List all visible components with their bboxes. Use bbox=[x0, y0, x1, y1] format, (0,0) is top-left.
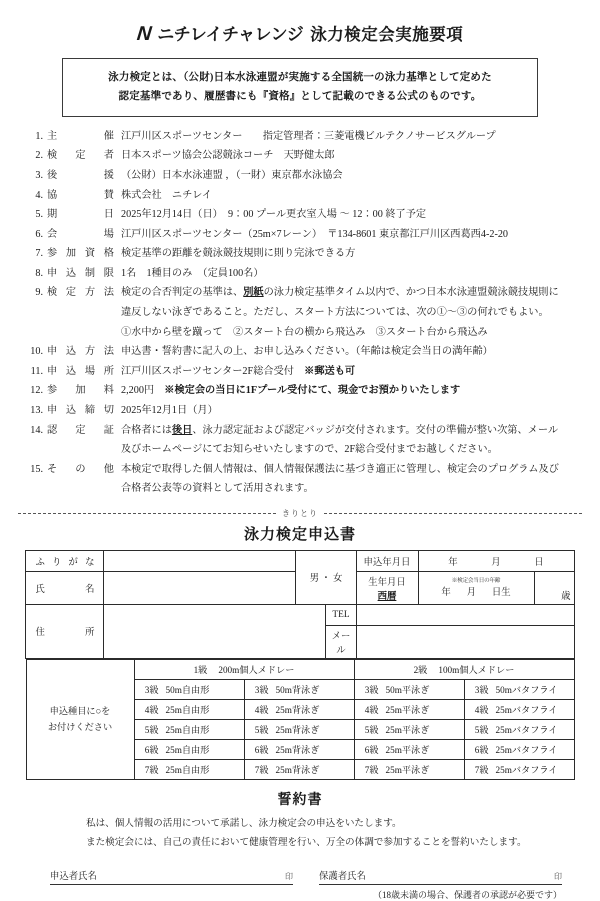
item-text: （公財）日本水泳連盟 ，（一財）東京都水泳協会 bbox=[121, 170, 343, 181]
brand-logo bbox=[137, 20, 463, 46]
intro-line-1: 泳力検定とは、（公財)日本水泳連盟が実施する全国統一の泳力基準として定めた bbox=[108, 72, 492, 83]
birth-date-input[interactable] bbox=[418, 571, 534, 604]
item-text: 日本スポーツ協会公認競泳コーチ 天野健太郎 bbox=[121, 150, 335, 162]
item11-line bbox=[121, 362, 586, 382]
item-body bbox=[121, 205, 586, 225]
applicant-signature-block bbox=[50, 868, 293, 901]
guardian-signature-block bbox=[319, 868, 562, 901]
item-text: 江戸川区スポーツセンター 指定管理者：三菱電機ビルテクノサービスグループ bbox=[121, 130, 496, 142]
medley-1-grade: 1級 bbox=[193, 665, 208, 676]
event-grade: 6級 bbox=[144, 745, 159, 756]
item-label: 認定証 bbox=[47, 424, 114, 436]
event-name: 25m自由形 bbox=[165, 705, 210, 716]
guardian-note: （18歳未満の場合、保護者の承認が必要です） bbox=[372, 890, 562, 901]
item-text: 2025年12月1日（月） bbox=[121, 404, 218, 416]
event-name: 50m背泳ぎ bbox=[275, 685, 320, 696]
medley-2-name: 100m個人メドレー bbox=[438, 665, 515, 676]
birth-date-label bbox=[356, 571, 418, 604]
birth-year-unit: 年 bbox=[441, 587, 451, 598]
oath-body bbox=[0, 815, 600, 852]
event-cell[interactable] bbox=[354, 759, 464, 779]
item12-fee: 2,200円 bbox=[121, 385, 165, 397]
cut-line-dash-right bbox=[324, 513, 582, 514]
brand-name: ニチレイチャレンジ bbox=[157, 25, 304, 44]
list-item bbox=[24, 146, 586, 166]
event-grade: 3級 bbox=[144, 685, 159, 696]
event-name: 25mバタフライ bbox=[495, 765, 558, 776]
item9-line-3: ①水中から壁を蹴って ②スタート台の横から飛込み ③スタート台から飛込み bbox=[121, 326, 488, 338]
item9-text-b: の泳力検定基準タイム以内で、かつ日本水泳連盟競泳競技規則に bbox=[263, 287, 559, 299]
item9-line-1 bbox=[121, 283, 586, 303]
name-label: 氏名 bbox=[26, 571, 104, 604]
item-body bbox=[121, 186, 586, 206]
item-body bbox=[121, 381, 586, 401]
item-number: 11. bbox=[30, 365, 43, 377]
item12-line bbox=[121, 381, 586, 401]
event-cell[interactable] bbox=[134, 719, 244, 739]
tel-input[interactable] bbox=[356, 604, 574, 625]
application-form-title: 泳力検定申込書 bbox=[243, 525, 356, 543]
medley-1-name: 200m個人メドレー bbox=[218, 665, 295, 676]
event-name: 25m平泳ぎ bbox=[385, 705, 430, 716]
item-body bbox=[121, 264, 586, 284]
event-grade: 4級 bbox=[364, 705, 379, 716]
event-grade: 4級 bbox=[474, 705, 489, 716]
seal-icon: 印 bbox=[554, 872, 562, 882]
item-label: 検定者 bbox=[47, 150, 114, 162]
item14-text-b: 、泳力認定証および認定バッジが交付されます。交付の準備が整い次第、メール bbox=[192, 424, 559, 436]
event-cell[interactable] bbox=[464, 679, 574, 699]
mail-input[interactable] bbox=[356, 625, 574, 658]
birth-date-calendar-note: 西暦 bbox=[377, 591, 397, 602]
age-input[interactable] bbox=[534, 571, 574, 604]
item-body bbox=[121, 362, 586, 382]
apply-day-unit: 日 bbox=[534, 557, 544, 568]
event-grade: 3級 bbox=[364, 685, 379, 696]
address-input[interactable] bbox=[104, 604, 326, 658]
apply-date-input[interactable] bbox=[418, 550, 574, 571]
item-body bbox=[121, 244, 586, 264]
item-body bbox=[121, 146, 586, 166]
item-number: 10. bbox=[30, 346, 43, 358]
event-cell[interactable] bbox=[244, 719, 354, 739]
furigana-input[interactable] bbox=[104, 550, 296, 571]
event-name: 50m自由形 bbox=[165, 685, 210, 696]
item-text: 株式会社 ニチレイ bbox=[121, 189, 212, 201]
apply-date-label: 申込年月日 bbox=[356, 550, 418, 571]
list-item bbox=[24, 401, 586, 421]
list-item bbox=[24, 127, 586, 147]
item-label: 申込方法 bbox=[47, 346, 114, 358]
event-cell[interactable] bbox=[244, 699, 354, 719]
event-name: 50m平泳ぎ bbox=[385, 685, 430, 696]
event-name: 25m背泳ぎ bbox=[275, 745, 320, 756]
apply-year-unit: 年 bbox=[448, 557, 458, 568]
event-cell[interactable] bbox=[354, 739, 464, 759]
intro-box bbox=[62, 58, 538, 117]
item-number: 15. bbox=[30, 463, 43, 475]
event-cell[interactable] bbox=[464, 759, 574, 779]
item-text: 江戸川区スポーツセンター（25m×7レーン） 〒134-8601 東京都江戸川区西葛西4-2-20 bbox=[121, 228, 509, 240]
item-number: 3. bbox=[35, 170, 43, 181]
event-name: 25m自由形 bbox=[165, 725, 210, 736]
oath-line-2: また検定会には、自己の責任において健康管理を行い、万全の体調で参加することを誓約いたします。 bbox=[86, 836, 527, 848]
item-text: 1名 1種目のみ （定員100名） bbox=[121, 267, 264, 279]
list-item bbox=[24, 362, 586, 382]
item14-emphasis: 後日 bbox=[171, 424, 193, 436]
item-number: 14. bbox=[30, 424, 43, 436]
item11-text: 江戸川区スポーツセンター2F総合受付 bbox=[121, 365, 305, 377]
event-cell[interactable] bbox=[464, 739, 574, 759]
item-number: 6. bbox=[35, 228, 43, 240]
item-number: 9. bbox=[35, 287, 43, 299]
address-label: 住所 bbox=[26, 604, 104, 658]
event-cell[interactable] bbox=[354, 679, 464, 699]
item-body bbox=[121, 421, 586, 460]
item-label: 検定方法 bbox=[47, 287, 114, 299]
event-name: 25m平泳ぎ bbox=[385, 725, 430, 736]
applicant-info-table bbox=[25, 550, 574, 659]
event-instruction bbox=[26, 659, 134, 779]
item-number: 12. bbox=[30, 385, 43, 397]
item-body bbox=[121, 127, 586, 147]
event-cell[interactable] bbox=[134, 679, 244, 699]
event-cell[interactable] bbox=[354, 699, 464, 719]
event-name: 25mバタフライ bbox=[495, 725, 558, 736]
event-name: 25m背泳ぎ bbox=[275, 765, 320, 776]
event-grade: 7級 bbox=[364, 765, 379, 776]
intro-line-2: 認定基準であり、履歴書にも『資格』として記載のできる公式のものです。 bbox=[118, 91, 482, 103]
list-item bbox=[24, 166, 586, 186]
cut-line-label: きりとり bbox=[282, 508, 318, 518]
event-cell[interactable] bbox=[244, 679, 354, 699]
birth-day-unit: 日生 bbox=[491, 587, 511, 598]
item-body bbox=[121, 283, 586, 342]
item9-line-2: 違反しない泳ぎであること。ただし、スタート方法については、次の①～③の何れでもよい。 bbox=[121, 307, 549, 319]
age-note: ※検定会当日の年齢 bbox=[451, 577, 501, 584]
item-label: 申込締切 bbox=[47, 404, 114, 416]
event-cell[interactable] bbox=[244, 739, 354, 759]
item9-text-a: 検定の合否判定の基準は、 bbox=[121, 287, 244, 299]
event-grade: 6級 bbox=[254, 745, 269, 756]
page-title: 泳力検定会実施要項 bbox=[310, 26, 464, 44]
event-grade: 6級 bbox=[474, 745, 489, 756]
event-name: 25m平泳ぎ bbox=[385, 745, 430, 756]
event-name: 25m背泳ぎ bbox=[275, 705, 320, 716]
list-item bbox=[24, 460, 586, 499]
event-name: 25mバタフライ bbox=[495, 705, 558, 716]
item15-line-1: 本検定で取得した個人情報は、個人情報保護法に基づき適正に管理し、検定会のプログラム及び bbox=[121, 463, 559, 475]
event-grade: 4級 bbox=[254, 705, 269, 716]
event-name: 25m平泳ぎ bbox=[385, 765, 430, 776]
event-grade: 5級 bbox=[364, 725, 379, 736]
mail-label: メール bbox=[326, 625, 356, 658]
cut-line-dash-left bbox=[18, 513, 276, 514]
item14-line-2: 及びホームページにてお知らせいたしますので、2F総合受付までお越しください。 bbox=[121, 444, 498, 456]
birth-month-unit: 月 bbox=[466, 587, 476, 598]
event-grade: 3級 bbox=[254, 685, 269, 696]
list-item bbox=[24, 283, 586, 342]
cut-line bbox=[18, 508, 582, 519]
item-number: 7. bbox=[35, 248, 43, 260]
item-body bbox=[121, 225, 586, 245]
event-name: 25m自由形 bbox=[165, 745, 210, 756]
apply-month-unit: 月 bbox=[491, 557, 501, 568]
event-instruction-line-2: お付けください bbox=[47, 722, 113, 733]
name-input[interactable] bbox=[104, 571, 296, 604]
item11-emphasis: ※郵送も可 bbox=[304, 365, 356, 377]
event-grade: 7級 bbox=[254, 765, 269, 776]
item-text: 検定基準の距離を競泳競技規則に則り完泳できる方 bbox=[121, 248, 356, 260]
item14-text-a: 合格者には bbox=[121, 424, 172, 436]
item-label: その他 bbox=[47, 463, 114, 475]
signature-row bbox=[50, 868, 562, 901]
table-row bbox=[26, 550, 574, 571]
item-body bbox=[121, 342, 586, 362]
event-name: 25m背泳ぎ bbox=[275, 725, 320, 736]
item15-line-2: 合格者公表等の資料として活用されます。 bbox=[121, 483, 314, 495]
event-medley-grade1[interactable] bbox=[134, 659, 354, 679]
table-row bbox=[26, 659, 574, 679]
item-label: 期日 bbox=[47, 209, 114, 221]
document-header bbox=[0, 0, 600, 46]
event-cell[interactable] bbox=[464, 719, 574, 739]
list-item bbox=[24, 264, 586, 284]
birth-date-text: 生年月日 bbox=[368, 577, 406, 588]
list-item bbox=[24, 342, 586, 362]
item-text: 2025年12月14日（日） 9：00 プール更衣室入場 ～ 12：00 終了予定 bbox=[121, 209, 427, 221]
item-label: 主催 bbox=[47, 130, 114, 142]
list-item bbox=[24, 186, 586, 206]
item9-emphasis: 別紙 bbox=[243, 287, 264, 299]
medley-2-grade: 2級 bbox=[413, 665, 428, 676]
event-cell[interactable] bbox=[134, 699, 244, 719]
item-label: 参加料 bbox=[47, 385, 114, 397]
item-label: 会場 bbox=[47, 228, 114, 240]
event-grade: 7級 bbox=[474, 765, 489, 776]
applicant-signature-input[interactable] bbox=[50, 868, 293, 885]
event-grade: 4級 bbox=[144, 705, 159, 716]
item-number: 5. bbox=[35, 209, 43, 221]
item-number: 13. bbox=[30, 404, 43, 416]
oath-title: 誓約書 bbox=[277, 790, 323, 807]
event-selection-table bbox=[26, 659, 575, 780]
event-name: 25mバタフライ bbox=[495, 745, 558, 756]
list-item bbox=[24, 381, 586, 401]
item-body bbox=[121, 166, 586, 186]
requirements-list bbox=[0, 127, 600, 499]
oath-line-1: 私は、個人情報の活用について承諾し、泳力検定会の申込をいたします。 bbox=[86, 817, 402, 829]
item-label: 後援 bbox=[47, 170, 114, 181]
event-cell[interactable] bbox=[134, 759, 244, 779]
item-number: 4. bbox=[35, 189, 43, 201]
item-label: 協賛 bbox=[47, 189, 114, 201]
item-label: 参加資格 bbox=[47, 248, 114, 260]
item-number: 2. bbox=[35, 150, 43, 162]
table-row bbox=[26, 604, 574, 625]
event-cell[interactable] bbox=[244, 759, 354, 779]
age-unit: 歳 bbox=[561, 591, 571, 602]
item-body bbox=[121, 401, 586, 421]
event-name: 50mバタフライ bbox=[495, 685, 558, 696]
event-cell[interactable] bbox=[354, 719, 464, 739]
event-medley-grade2[interactable] bbox=[354, 659, 574, 679]
event-grade: 7級 bbox=[144, 765, 159, 776]
event-instruction-line-1: 申込種目に○を bbox=[49, 706, 111, 717]
event-grade: 5級 bbox=[254, 725, 269, 736]
list-item bbox=[24, 205, 586, 225]
item-number: 1. bbox=[35, 130, 43, 142]
tel-label: TEL bbox=[326, 604, 356, 625]
item-number: 8. bbox=[35, 267, 43, 279]
furigana-label: ふりがな bbox=[26, 550, 104, 571]
item-body bbox=[121, 460, 586, 499]
item-label: 申込制限 bbox=[47, 267, 114, 279]
event-name: 25m自由形 bbox=[165, 765, 210, 776]
item14-line-1 bbox=[121, 421, 586, 441]
event-grade: 5級 bbox=[474, 725, 489, 736]
list-item bbox=[24, 244, 586, 264]
guardian-signature-label: 保護者氏名 bbox=[319, 872, 366, 883]
guardian-signature-input[interactable] bbox=[319, 868, 562, 885]
item-text: 申込書・誓約書に記入の上、お申し込みください。（年齢は検定会当日の満年齢） bbox=[121, 346, 493, 358]
nichirei-n-icon: N bbox=[135, 23, 152, 45]
list-item bbox=[24, 421, 586, 460]
event-grade: 3級 bbox=[474, 685, 489, 696]
applicant-signature-label: 申込者氏名 bbox=[50, 872, 97, 883]
event-cell[interactable] bbox=[464, 699, 574, 719]
event-cell[interactable] bbox=[134, 739, 244, 759]
seal-icon: 印 bbox=[285, 872, 293, 882]
event-grade: 6級 bbox=[364, 745, 379, 756]
item-label: 申込場所 bbox=[47, 365, 114, 377]
list-item bbox=[24, 225, 586, 245]
gender-select[interactable]: 男 ・ 女 bbox=[296, 550, 356, 604]
event-grade: 5級 bbox=[144, 725, 159, 736]
item12-emphasis: ※検定会の当日に1Fプール受付にて、現金でお預かりいたします bbox=[164, 385, 461, 397]
